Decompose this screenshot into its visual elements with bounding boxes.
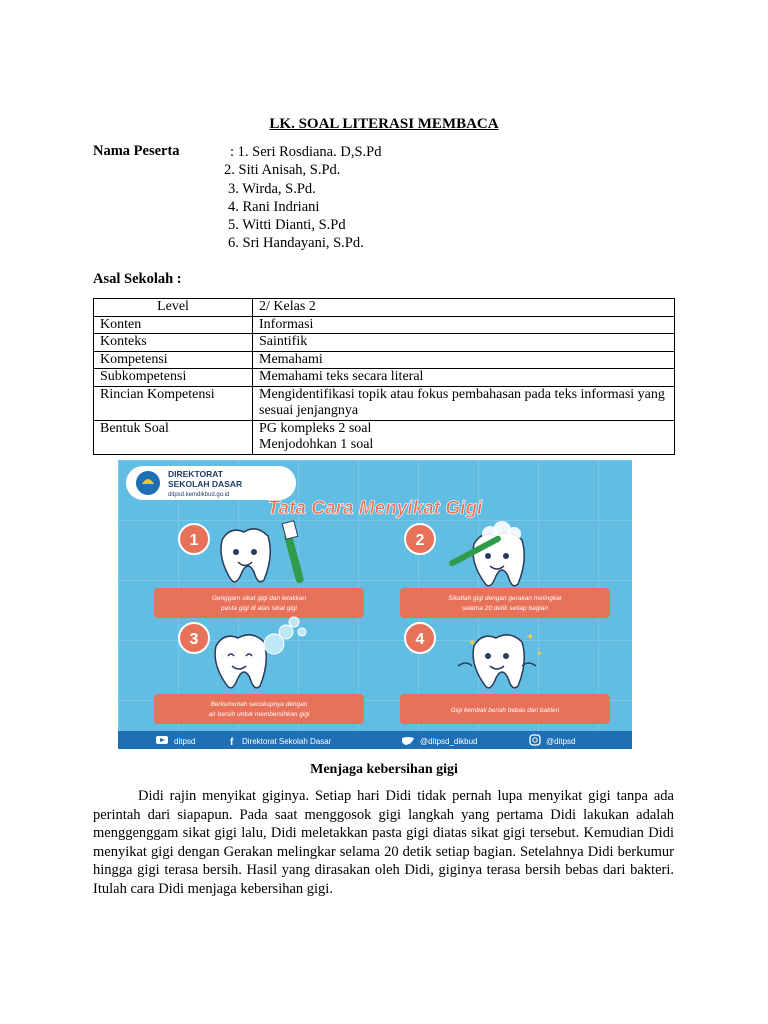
participant-item: 2. Siti Anisah, S.Pd. [224, 162, 341, 179]
school-label: Asal Sekolah : [93, 271, 182, 287]
facebook-handle: Direktorat Sekolah Dasar [242, 737, 332, 746]
table-row [94, 334, 675, 352]
table-cell-value: Memahami [253, 351, 675, 369]
info-table [93, 298, 675, 455]
step-number: 3 [189, 631, 199, 648]
table-cell-value: Mengidentifikasi topik atau fokus pembahasan pada teks informasi yang sesuai jenjangnya [253, 386, 675, 420]
svg-text:✦: ✦ [536, 649, 543, 658]
table-cell-key: Level [94, 299, 253, 317]
participant-item: 6. Sri Handayani, S.Pd. [228, 235, 364, 252]
table-cell-value: Memahami teks secara literal [253, 369, 675, 387]
participants-label: Nama Peserta [93, 143, 180, 159]
table-row [94, 299, 675, 317]
org-url: ditpsd.kemdikbud.go.id [168, 492, 230, 498]
step-number: 1 [189, 532, 199, 549]
step-text: Gigi kembali bersih bebas dari bakteri [450, 707, 560, 714]
step-text: selama 20 detik setiap bagian [461, 605, 549, 612]
step-text: air bersih untuk membersihkan gigi [208, 711, 310, 718]
step-number: 2 [415, 532, 425, 549]
table-cell-value [253, 420, 675, 454]
participant-item: 3. Wirda, S.Pd. [228, 180, 316, 197]
table-row [94, 420, 675, 454]
table-cell-key: Rincian Kompetensi [94, 386, 253, 420]
table-row [94, 386, 675, 420]
table-cell-key: Subkompetensi [94, 369, 253, 387]
svg-text:✦: ✦ [526, 632, 535, 643]
infographic-title: Tata Cara Menyikat Gigi [267, 498, 483, 519]
step-text: Genggam sikat gigi dan letakkan [211, 595, 307, 602]
table-cell-value: 2/ Kelas 2 [253, 299, 675, 317]
table-cell-line: PG kompleks 2 soal [259, 420, 372, 436]
table-cell-key: Kompetensi [94, 351, 253, 369]
table-cell-line: Menjodohkan 1 soal [259, 437, 374, 452]
table-row [94, 369, 675, 387]
participant-item: 4. Rani Indriani [228, 198, 320, 215]
step-number: 4 [415, 631, 425, 648]
toothbrushing-infographic [118, 460, 632, 749]
instagram-handle: @ditpsd [546, 737, 576, 746]
participants-list [224, 143, 381, 253]
infographic-footer [118, 731, 632, 749]
youtube-handle: ditpsd [174, 737, 196, 746]
participant-item: : 1. Seri Rosdiana. D,S.Pd [230, 144, 382, 160]
reading-title: Menjaga kebersihan gigi [310, 762, 458, 777]
step-text: Sikatlah gigi dengan gerakan melingkar [448, 595, 562, 602]
table-cell-key: Konten [94, 316, 253, 334]
facebook-icon: f [230, 737, 234, 748]
twitter-handle: @ditpsd_dikbud [420, 737, 478, 746]
participant-item: 5. Witti Dianti, S.Pd [228, 217, 346, 234]
table-cell-value: Informasi [253, 316, 675, 334]
table-cell-key: Bentuk Soal [94, 420, 253, 454]
svg-text:✦: ✦ [468, 638, 477, 649]
table-row [94, 351, 675, 369]
table-cell-key: Konteks [94, 334, 253, 352]
table-row [94, 316, 675, 334]
step-text: Berkumurlah secukupnya dengan [210, 701, 308, 708]
table-cell-value: Saintifik [253, 334, 675, 352]
page-title: LK. SOAL LITERASI MEMBACA [269, 116, 499, 132]
org-name-line1: DIREKTORAT [168, 469, 223, 479]
step-text: pasta gigi di atas sikat gigi [221, 605, 297, 612]
org-name-line2: SEKOLAH DASAR [168, 479, 243, 489]
reading-paragraph: Didi rajin menyikat giginya. Setiap hari Didi tidak pernah lupa menyikat gigi tanpa ada perintah dari siapapun. Pada saat menggosok gigi langkah yang pertama Didi lakukan adalah menggenggam sikat gigi lalu, Didi meletakkan pasta gigi diatas sikat gigi tersebut. Kemudian Didi menyikat gigi dengan Gerakan melingkar selama 20 detik setiap bagian. Setelahnya Didi berkumur hingga gigi terasa bersih. Hasil yang dirasakan oleh Didi, giginya terasa bersih bebas dari bakteri. Itulah cara Didi menjaga kebersihan gigi. [93, 788, 674, 897]
